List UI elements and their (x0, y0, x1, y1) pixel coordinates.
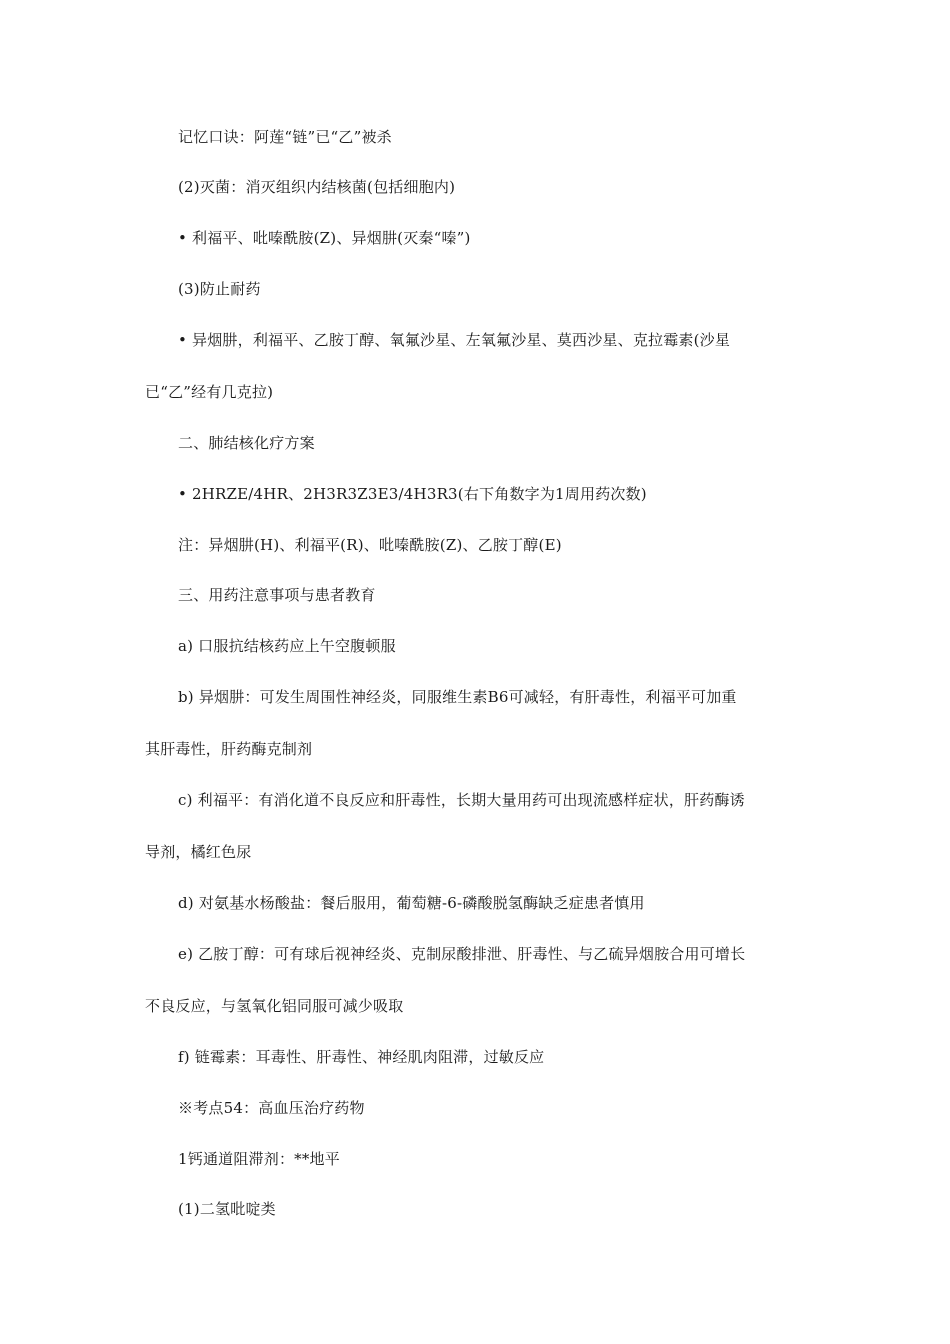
paragraph-sterilization: (2)灭菌：消灭组织内结核菌(包括细胞内) (178, 178, 456, 196)
item-dihydropyridines: (1)二氢吡啶类 (178, 1200, 276, 1218)
bullet-resistance-drugs: • 异烟肼，利福平、乙胺丁醇、氧氟沙星、左氧氟沙星、莫西沙星、克拉霉素(沙星 (178, 331, 731, 349)
item-e: e) 乙胺丁醇：可有球后视神经炎、克制尿酸排泄、肝毒性、与乙硫异烟胺合用可增长 (178, 945, 746, 963)
bullet-resistance-drugs-cont: 已“乙”经有几克拉) (145, 383, 274, 401)
item-e-cont: 不良反应，与氢氧化铝同服可减少吸取 (145, 997, 404, 1015)
item-b: b) 异烟肼：可发生周围性神经炎，同服维生素B6可减轻，有肝毒性，利福平可加重 (178, 688, 737, 706)
heading-chemotherapy-regimen: 二、肺结核化疗方案 (178, 434, 315, 452)
heading-exam-point-54: ※考点54：高血压治疗药物 (178, 1099, 365, 1117)
paragraph-mnemonic: 记忆口诀：阿莲“链”已“乙”被杀 (178, 128, 392, 146)
note-abbreviations: 注：异烟肼(H)、利福平(R)、吡嗪酰胺(Z)、乙胺丁醇(E) (178, 536, 562, 554)
item-c: c) 利福平：有消化道不良反应和肝毒性，长期大量用药可出现流感样症状，肝药酶诱 (178, 791, 745, 809)
item-d: d) 对氨基水杨酸盐：餐后服用，葡萄糖-6-磷酸脱氢酶缺乏症患者慎用 (178, 894, 645, 912)
item-f: f) 链霉素：耳毒性、肝毒性、神经肌肉阻滞，过敏反应 (178, 1048, 545, 1066)
bullet-sterilization-drugs: • 利福平、吡嗪酰胺(Z)、异烟肼(灭秦“嗪”) (178, 229, 471, 247)
heading-precautions: 三、用药注意事项与患者教育 (178, 586, 376, 604)
item-c-cont: 导剂，橘红色尿 (145, 843, 252, 861)
item-b-cont: 其肝毒性，肝药酶克制剂 (145, 740, 313, 758)
paragraph-prevent-resistance: (3)防止耐药 (178, 280, 261, 298)
bullet-regimen: • 2HRZE/4HR、2H3R3Z3E3/4H3R3(右下角数字为1周用药次数) (178, 485, 647, 503)
item-a: a) 口服抗结核药应上午空腹顿服 (178, 637, 396, 655)
item-ccb: 1钙通道阻滞剂：**地平 (178, 1150, 340, 1168)
